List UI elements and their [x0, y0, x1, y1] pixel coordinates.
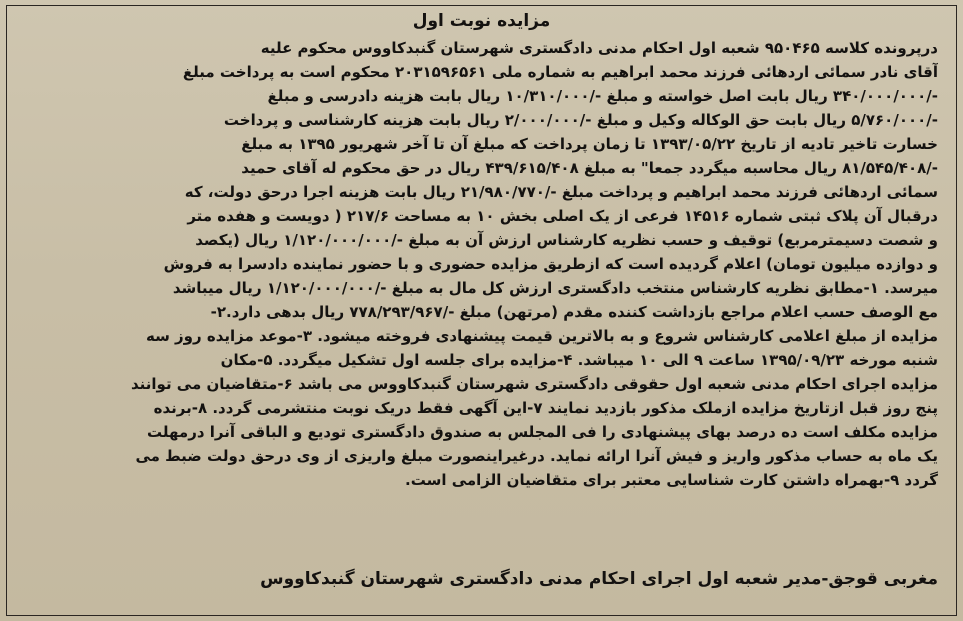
ad-body [28, 36, 938, 492]
ad-line: سمائی اردهائی فرزند محمد ابراهیم و پرداخت مبلغ -/۲۱/۹۸۰/۷۷۰ ریال بابت هزینه اجرا درحق دولت، که [184, 183, 938, 201]
ad-line: -/۳۴۰/۰۰۰/۰۰۰ ریال بابت اصل خواسته و مبلغ -/۱۰/۳۱۰/۰۰۰ ریال بابت هزینه دادرسی و مبلغ [267, 87, 938, 105]
ad-line: خسارت تاخیر تادیه از تاریخ ۱۳۹۳/۰۵/۲۲ تا زمان پرداخت که مبلغ آن تا آخر شهریور ۱۳۹۵ به مبلغ [241, 135, 938, 153]
ad-line: شنبه مورخه ۱۳۹۵/۰۹/۲۳ ساعت ۹ الی ۱۰ میباشد. ۴-مزایده برای جلسه اول تشکیل میگردد. ۵-مکان [220, 351, 938, 369]
ad-title: مزایده نوبت اول [412, 11, 551, 31]
ad-line: پنج روز قبل ازتاریخ مزایده ازملک مذکور بازدید نمایند ۷-این آگهی فقط دریک نوبت منتشرمی گردد. ۸-برنده [153, 399, 938, 417]
ad-line: میرسد. ۱-مطابق نظریه کارشناس منتخب دادگستری ارزش کل مال به مبلغ -/۱/۱۲۰/۰۰۰/۰۰۰ ریال میباشد [172, 279, 938, 297]
ad-line: و دوازده میلیون تومان) اعلام گردیده است که ازطریق مزایده حضوری و با حضور نماینده دادسرا به فروش [163, 255, 938, 273]
ad-line: و شصت دسیمترمربع) توقیف و حسب نظریه کارشناس ارزش آن به مبلغ -/۱/۱۲۰/۰۰۰/۰۰۰ ریال (یکصد [195, 231, 938, 249]
ad-line: یک ماه به حساب مذکور واریز و فیش آنرا ارائه نماید. درغیراینصورت مبلغ واریزی از وی درحق دولت ضبط می [135, 447, 938, 465]
ad-line: گردد ۹-بهمراه داشتن کارت شناسایی معتبر برای متقاضیان الزامی است. [405, 471, 938, 489]
ad-line: آقای نادر سمائی اردهائی فرزند محمد ابراهیم به شماره ملی ۲۰۳۱۵۹۶۵۶۱ محکوم است به پرداخت مبلغ [182, 63, 938, 81]
ad-line: -/۵/۷۶۰/۰۰۰ ریال بابت حق الوکاله وکیل و مبلغ -/۲/۰۰۰/۰۰۰ ریال بابت هزینه کارشناسی و پرداخت [223, 111, 938, 129]
ad-line: درقبال آن پلاک ثبتی شماره ۱۴۵۱۶ فرعی از یک اصلی بخش ۱۰ به مساحت ۲۱۷/۶ ( دویست و هفده متر [187, 207, 938, 225]
ad-line: درپرونده کلاسه ۹۵۰۴۶۵ شعبه اول احکام مدنی دادگستری شهرستان گنبدکاووس محکوم علیه [260, 39, 938, 57]
ad-signature: مغربی قوجق-مدیر شعبه اول اجرای احکام مدنی دادگستری شهرستان گنبدکاووس [260, 569, 938, 589]
ad-line: -/۸۱/۵۴۵/۴۰۸ ریال محاسبه میگردد جمعا" به مبلغ ۴۳۹/۶۱۵/۴۰۸ ریال در حق محکوم له آقای حمید [241, 159, 938, 177]
ad-line: مزایده مکلف است ده درصد بهای پیشنهادی را فی المجلس به صندوق دادگستری تودیع و الباقی آنرا درمهلت [147, 423, 938, 441]
ad-line: مزایده اجرای احکام مدنی شعبه اول حقوقی دادگستری شهرستان گنبدکاووس می باشد ۶-متقاضیان می توانند [130, 375, 938, 393]
ad-line: مع الوصف حسب اعلام مراجع بازداشت کننده مقدم (مرتهن) مبلغ -/۷۷۸/۲۹۳/۹۶۷ ریال بدهی دارد.۲- [210, 303, 938, 321]
ad-line: مزایده از مبلغ اعلامی کارشناس شروع و به بالاترین قیمت پیشنهادی فروخته میشود. ۳-موعد مزایده روز سه [145, 327, 938, 345]
